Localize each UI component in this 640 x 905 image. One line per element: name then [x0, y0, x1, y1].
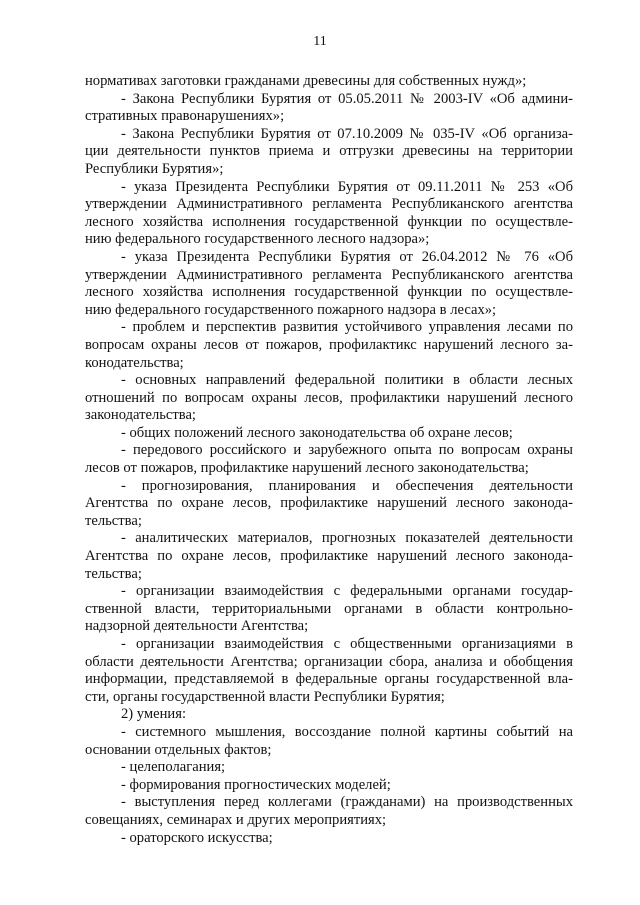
- text-line: нию федерального государственного лесного надзора»;: [85, 231, 430, 248]
- text-line: ственной власти, территориальными органами в области контрольно-: [85, 600, 573, 617]
- text-line: законодательства;: [85, 407, 196, 424]
- text-line: информации, представляемой в федеральные органы государственной вла-: [85, 671, 573, 688]
- text-line: отношений по вопросам охраны лесов, профилактики нарушений лесного: [85, 389, 573, 406]
- page-number: 11: [313, 34, 327, 49]
- text-line: Агентства по охране лесов, профилактике нарушений лесного законода-: [85, 548, 573, 565]
- text-line: совещаниях, семинарах и других мероприятиях;: [85, 811, 387, 828]
- text-line: Республики Бурятия»;: [85, 160, 224, 177]
- text-line: - выступления перед коллегами (гражданами) на производственных: [121, 794, 573, 811]
- text-line: 2) умения:: [121, 706, 187, 723]
- text-line: - организации взаимодействия с общественными организациями в: [121, 636, 573, 652]
- text-line: - системного мышления, воссоздание полной картины событий на: [121, 723, 573, 740]
- text-line: утверждении Административного регламента Республиканского агентства: [85, 266, 573, 283]
- text-line: основании отдельных фактов;: [85, 741, 272, 758]
- text-line: вопросам охраны лесов от пожаров, профилактикс нарушений лесного за-: [85, 336, 573, 353]
- text-line: стративных правонарушениях»;: [85, 108, 285, 125]
- text-line: - проблем и перспектив развития устойчивого управления лесами по: [121, 319, 573, 336]
- text-line: лесного хозяйства исполнения государственной функции по осуществле-: [85, 284, 573, 301]
- text-line: - организации взаимодействия с федеральными органами государ-: [121, 583, 573, 600]
- text-line: - основных направлений федеральной политики в области лесных: [121, 372, 573, 389]
- text-line: - аналитических материалов, прогнозных показателей деятельности: [121, 530, 573, 547]
- text-line: утверждении Административного регламента Республиканского агентства: [85, 196, 573, 213]
- text-line: - указа Президента Республики Бурятия от 26.04.2012 № 76 «Об: [121, 248, 573, 265]
- text-line: тельства;: [85, 565, 142, 582]
- body-text: [85, 73, 573, 847]
- text-line: - указа Президента Республики Бурятия от 09.11.2011 № 253 «Об: [121, 178, 573, 195]
- text-line: лесного хозяйства исполнения государственной функции по осуществле-: [85, 213, 573, 230]
- text-line: - ораторского искусства;: [121, 829, 273, 846]
- text-line: сти, органы государственной власти Республики Бурятия;: [85, 688, 445, 705]
- text-line: - Закона Республики Бурятия от 05.05.2011 № 2003-IV «Об админи-: [121, 90, 573, 107]
- text-line: тельства;: [85, 512, 142, 529]
- text-line: - общих положений лесного законодательства об охране лесов;: [121, 424, 513, 441]
- text-line: ции деятельности пунктов приема и отгрузки древесины на территории: [85, 143, 573, 160]
- text-line: - Закона Республики Бурятия от 07.10.2009 № 035-IV «Об организа-: [121, 125, 573, 142]
- text-line: - целеполагания;: [121, 759, 226, 776]
- text-line: области деятельности Агентства; организации сбора, анализа и обобщения: [85, 653, 573, 670]
- text-line: - передового российского и зарубежного опыта по вопросам охраны: [121, 442, 573, 459]
- text-line: лесов от пожаров, профилактике нарушений лесного законодательства;: [85, 460, 529, 477]
- text-line: - формирования прогностических моделей;: [121, 776, 391, 793]
- text-line: Агентства по охране лесов, профилактике нарушений лесного законода-: [85, 495, 573, 512]
- text-line: нормативах заготовки гражданами древесины для собственных нужд»;: [85, 73, 527, 89]
- text-line: нию федерального государственного пожарного надзора в лесах»;: [85, 301, 497, 318]
- text-line: конодательства;: [85, 354, 184, 371]
- text-line: - прогнозирования, планирования и обеспечения деятельности: [121, 477, 573, 494]
- text-line: надзорной деятельности Агентства;: [85, 618, 309, 635]
